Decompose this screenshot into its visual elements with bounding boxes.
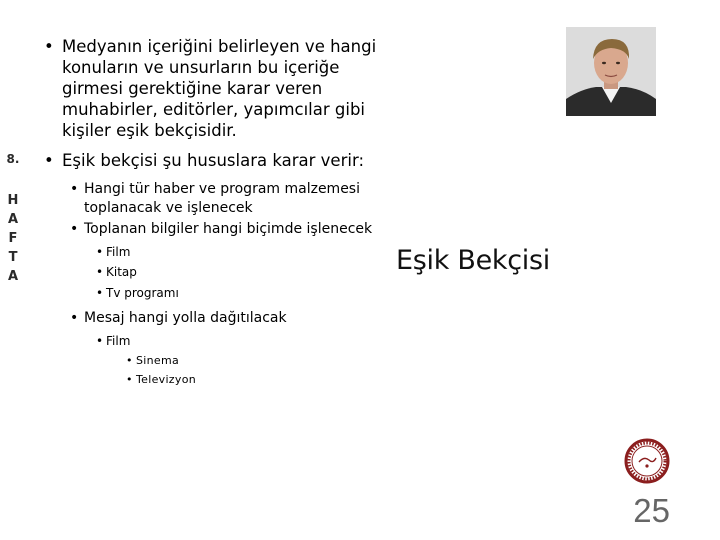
bullet-distribution: • Mesaj hangi yolla dağıtılacak: [40, 309, 390, 328]
sub-sub-bullet-television: • Televizyon: [40, 370, 390, 389]
sub-sub-bullet-cinema: • Sinema: [40, 351, 390, 370]
bullet-content-type: • Hangi tür haber ve program malzemesi toplanacak ve işlenecek: [40, 180, 390, 217]
bullet-intro: • Medyanın içeriğini belirleyen ve hangi konuların ve unsurların bu içeriğe girmesi gerektiğine karar veren muhabirler, editörler, yapımcılar gibi kişiler eşik bekçisidir.: [40, 36, 390, 141]
slide-body: [40, 36, 390, 389]
sub-bullet-film: • Film: [40, 242, 390, 263]
portrait-photo: [566, 27, 656, 116]
portrait-icon: [566, 27, 656, 116]
week-number: 8.: [6, 152, 20, 166]
bullet-decides: • Eşik bekçisi şu hususlara karar verir:: [40, 150, 390, 171]
sub-bullet-tv: • Tv programı: [40, 283, 390, 304]
side-letter: H: [7, 193, 19, 208]
university-seal-icon: [624, 438, 670, 484]
sub-bullet-book: • Kitap: [40, 262, 390, 283]
side-letter: F: [8, 231, 18, 246]
bullet-processing-form: • Toplanan bilgiler hangi biçimde işlenecek: [40, 220, 390, 239]
side-letter: T: [8, 250, 18, 265]
vertical-section-label: [6, 150, 20, 286]
side-letter: A: [7, 269, 19, 284]
page-number: 25: [633, 492, 670, 529]
sub-bullet-film: • Film: [40, 331, 390, 352]
slide-title: Eşik Bekçisi: [396, 245, 550, 276]
side-letter: A: [7, 212, 19, 227]
